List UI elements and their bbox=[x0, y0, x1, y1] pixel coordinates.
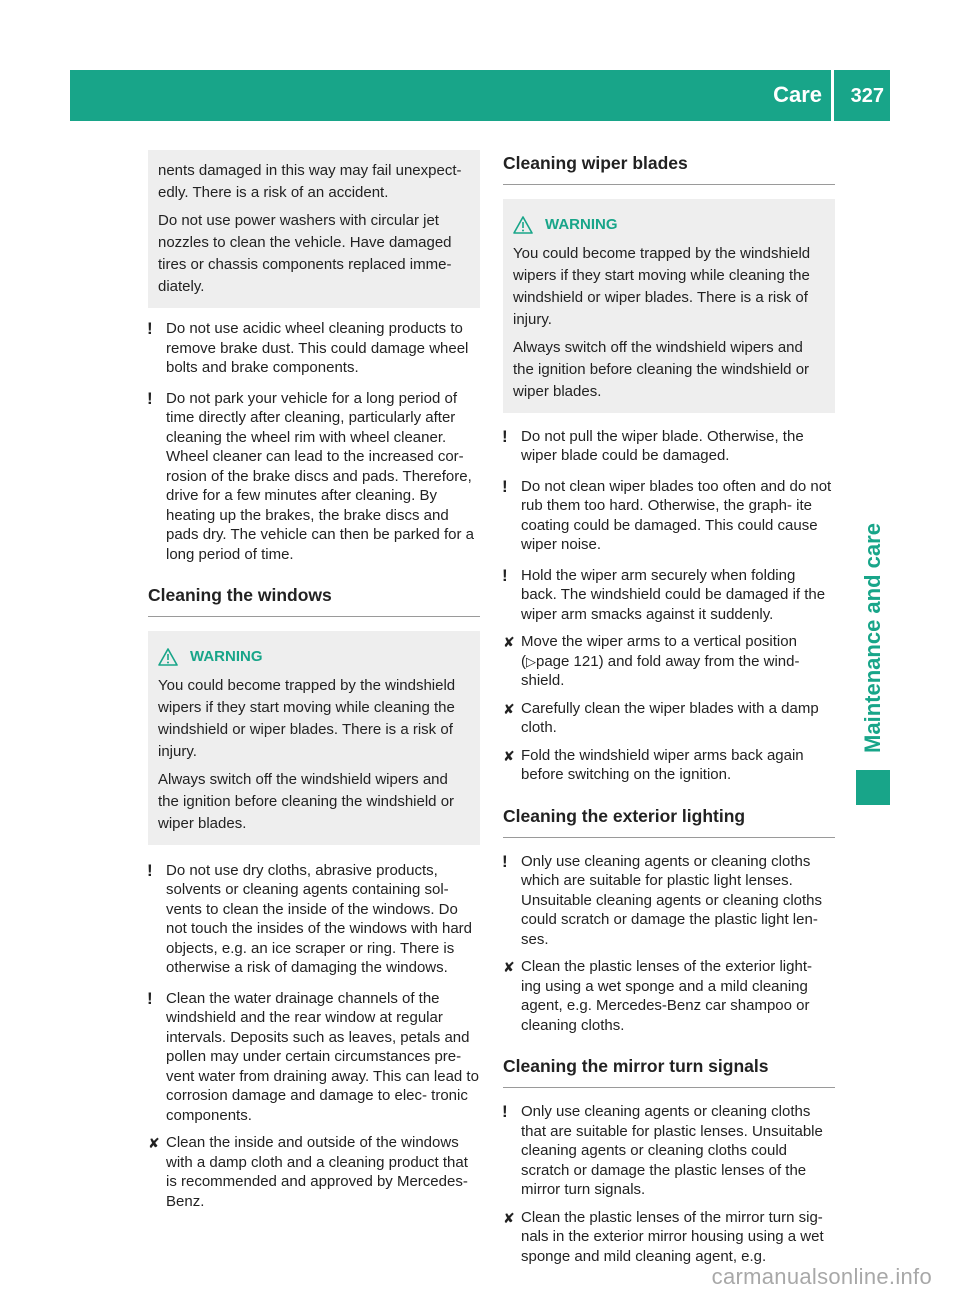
note bbox=[503, 427, 835, 466]
note-text: Do not pull the wiper blade. Otherwise, the wiper blade could be damaged. bbox=[521, 427, 804, 464]
page-reference-text[interactable]: page 121) and fold away from the wind- shield. bbox=[521, 652, 800, 689]
warning-paragraph: Always switch off the windshield wipers and the ignition before cleaning the windshield or wiper blades. bbox=[513, 338, 810, 400]
side-tab-label: Maintenance and care bbox=[860, 523, 885, 753]
note bbox=[148, 389, 480, 565]
warning-box bbox=[503, 199, 835, 413]
exclamation-icon: ! bbox=[502, 1102, 508, 1121]
intro-paragraph: Do not use power washers with circular jet nozzles to clean the vehicle. Have damaged tires or chassis components replaced imme- diately. bbox=[158, 212, 452, 295]
section-heading-mirror: Cleaning the mirror turn signals bbox=[503, 1055, 835, 1088]
step-arrow-icon: ✘ bbox=[503, 959, 515, 975]
warning-header bbox=[158, 647, 470, 667]
step-text: Clean the plastic lenses of the mirror turn sig- nals in the exterior mirror housing using a wet sponge and mild cleaning agent, e.g. bbox=[521, 1208, 824, 1265]
instruction-step bbox=[503, 1208, 835, 1267]
section-heading-lighting: Cleaning the exterior lighting bbox=[503, 805, 835, 838]
intro-warning-box bbox=[148, 150, 480, 308]
note bbox=[503, 477, 835, 555]
section-heading-windows: Cleaning the windows bbox=[148, 584, 480, 617]
note-text: Clean the water drainage channels of the windshield and the rear window at regular intervals. Deposits such as leaves, petals and pollen may under certain circumstances pre- vent water from draining away. This can lead to corrosion damage and damage to elec- tronic components. bbox=[166, 989, 479, 1124]
warning-title: WARNING bbox=[190, 648, 263, 665]
step-text: Clean the inside and outside of the windows with a damp cloth and a cleaning product that is recommended and approved by Mercedes- Benz. bbox=[166, 1134, 468, 1210]
exclamation-icon: ! bbox=[147, 860, 153, 880]
left-column bbox=[148, 150, 480, 1211]
note bbox=[148, 861, 480, 978]
note-text: Only use cleaning agents or cleaning cloths that are suitable for plastic lenses. Unsuitable cleaning agents or cleaning cloths could scratch or damage the plastic lenses of the mirror turn signals. bbox=[521, 1103, 823, 1198]
warning-box bbox=[148, 631, 480, 845]
side-tab-marker bbox=[856, 770, 890, 805]
header-divider bbox=[831, 70, 834, 121]
note bbox=[148, 319, 480, 378]
header-bar bbox=[70, 70, 890, 121]
step-text: Fold the windshield wiper arms back again before switching on the ignition. bbox=[521, 746, 804, 783]
exclamation-icon: ! bbox=[147, 388, 153, 408]
note bbox=[503, 566, 835, 625]
step-arrow-icon: ✘ bbox=[503, 700, 515, 717]
exclamation-icon: ! bbox=[147, 988, 153, 1008]
exclamation-icon: ! bbox=[147, 319, 153, 338]
side-tab bbox=[856, 478, 890, 798]
right-column bbox=[503, 150, 835, 1266]
exclamation-icon: ! bbox=[502, 426, 508, 446]
step-text: Move the wiper arms to a vertical position ( bbox=[521, 633, 797, 670]
step-text: Carefully clean the wiper blades with a damp cloth. bbox=[521, 699, 819, 736]
instruction-step bbox=[503, 699, 835, 738]
step-arrow-icon: ✘ bbox=[503, 634, 515, 650]
step-arrow-icon: ✘ bbox=[503, 747, 515, 764]
page-number: 327 bbox=[850, 85, 884, 107]
warning-header bbox=[513, 215, 825, 235]
note-text: Only use cleaning agents or cleaning cloths which are suitable for plastic light lenses. Unsuitable cleaning agents or cleaning cloths could scratch or damage the plastic light len- ses. bbox=[521, 852, 823, 948]
warning-title: WARNING bbox=[545, 216, 618, 233]
exclamation-icon: ! bbox=[502, 565, 508, 585]
note bbox=[503, 1102, 835, 1200]
section-title: Care bbox=[773, 82, 822, 107]
step-arrow-icon: ✘ bbox=[503, 1209, 515, 1226]
warning-paragraph: Always switch off the windshield wipers and the ignition before cleaning the windshield or wiper blades. bbox=[158, 770, 455, 832]
watermark: carmanualsonline.info bbox=[711, 1264, 932, 1289]
instruction-step bbox=[148, 1133, 480, 1211]
page-reference-icon: ▷ bbox=[526, 653, 536, 669]
step-text: Clean the plastic lenses of the exterior light- ing using a wet sponge and a mild cleaning agent, e.g. Mercedes-Benz car shampoo or cleaning cloths. bbox=[521, 958, 812, 1034]
note-text: Hold the wiper arm securely when folding back. The windshield could be damaged if the wiper arm smacks against it suddenly. bbox=[521, 566, 826, 623]
note-text: Do not use dry cloths, abrasive products, solvents or cleaning agents containing sol- vents to clean the inside of the windows. Do not touch the insides of the windows with hard objects, e.g. an ice scraper or ring. There is otherwise a risk of damaging the windows. bbox=[166, 861, 473, 976]
section-heading-wiper: Cleaning wiper blades bbox=[503, 152, 835, 185]
note-text: Do not park your vehicle for a long period of time directly after cleaning, particularly after cleaning the wheel rim with wheel cleaner. Wheel cleaner can lead to the increased cor- rosion of the brake discs and pads. Therefore, drive for a few minutes after cleaning. By heating up the brakes, the brake discs and pads dry. The vehicle can then be parked for a long period of time. bbox=[166, 389, 474, 563]
note bbox=[503, 852, 835, 950]
warning-triangle-icon bbox=[513, 216, 533, 234]
exclamation-icon: ! bbox=[502, 851, 508, 871]
note-text: Do not clean wiper blades too often and do not rub them too hard. Otherwise, the graph- ite coating could be damaged. This could cause wiper noise. bbox=[521, 477, 832, 553]
instruction-step bbox=[503, 957, 835, 1035]
note-text: Do not use acidic wheel cleaning products to remove brake dust. This could damage wheel bolts and brake components. bbox=[166, 320, 469, 376]
note bbox=[148, 989, 480, 1126]
warning-paragraph: You could become trapped by the windshield wipers if they start moving while cleaning the windshield or wiper blades. There is a risk of injury. bbox=[158, 676, 456, 760]
exclamation-icon: ! bbox=[502, 476, 508, 496]
intro-paragraph: nents damaged in this way may fail unexpect- edly. There is a risk of an accident. bbox=[158, 162, 462, 201]
instruction-step bbox=[503, 746, 835, 785]
warning-paragraph: You could become trapped by the windshield wipers if they start moving while cleaning the windshield or wiper blades. There is a risk of injury. bbox=[513, 244, 811, 328]
instruction-step bbox=[503, 632, 835, 691]
step-arrow-icon: ✘ bbox=[148, 1135, 160, 1151]
warning-triangle-icon bbox=[158, 648, 178, 666]
